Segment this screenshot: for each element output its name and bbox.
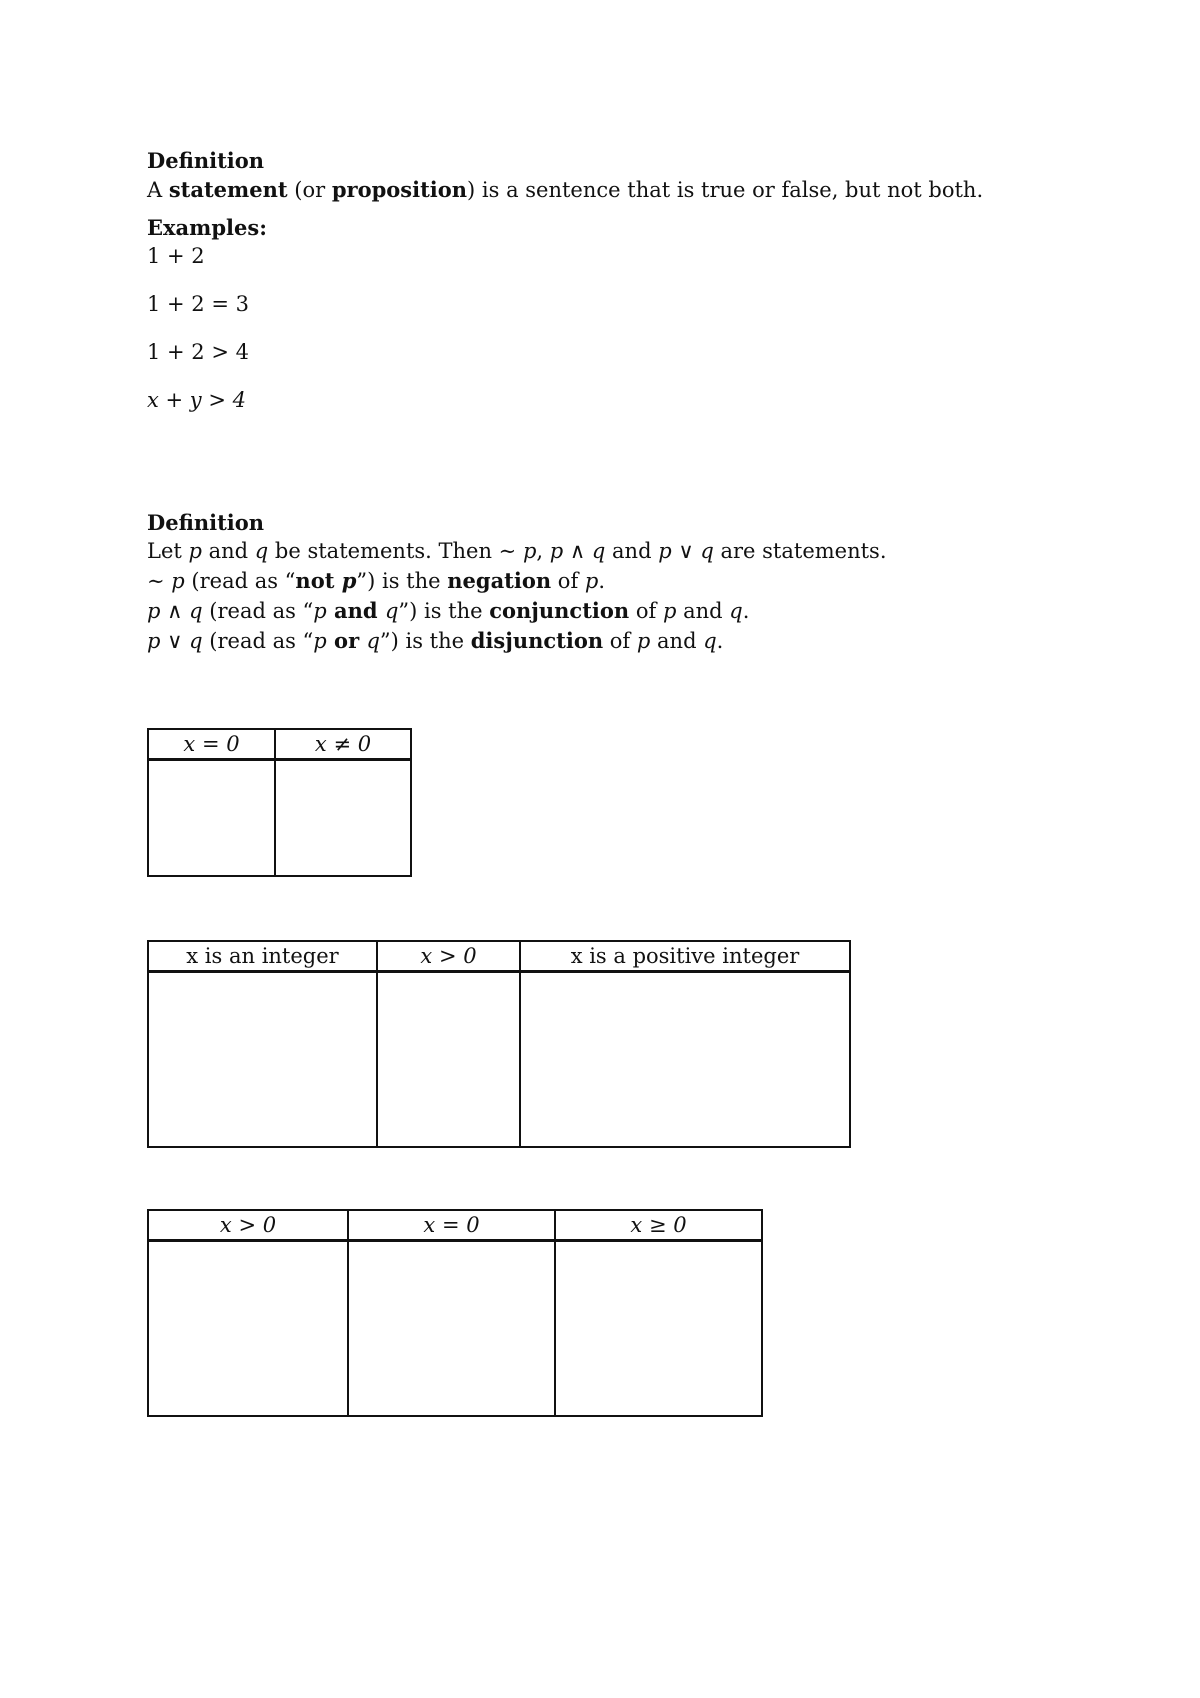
table-cell[interactable] [520,972,850,1148]
example-1: 1 + 2 [147,244,205,268]
table-x-zero [147,728,412,877]
text-run: are statements. [713,539,887,563]
text-run: ”) is the [398,599,490,623]
definition-statement [147,146,983,434]
text-run: , [536,539,550,563]
definition-line-disjunction [147,626,887,656]
text-run: A [147,178,169,202]
text-run: of [629,599,663,623]
table-cell[interactable] [148,972,377,1148]
text-run: . [716,629,724,653]
bold-and: and [326,598,385,623]
var-q: q [384,599,399,623]
table-cell[interactable] [348,1241,555,1417]
text-run: (read as “ [202,599,314,623]
definition-line-1 [147,537,887,566]
table-header-cell: x > 0 [377,941,520,972]
var-q: q [254,539,269,563]
text-run: and [201,539,255,563]
text-run: ∼ [147,569,172,593]
term-proposition: proposition [331,177,468,202]
var-p: p [584,569,599,593]
var-p: p [522,539,537,563]
table-row [148,760,411,877]
expr-disjunction: p ∨ q [658,539,714,563]
text-run: (read as “ [184,569,296,593]
var-q: q [366,629,380,653]
var-p: p [171,569,185,593]
table-header-cell: x > 0 [148,1210,348,1241]
term-conjunction: conjunction [489,598,630,623]
table-nonnegative [147,1209,763,1417]
definition-connectives [147,508,887,656]
text-run: be statements. Then ∼ [268,539,523,563]
text-run: of [551,569,585,593]
table-header-cell: x = 0 [348,1210,555,1241]
example-2: 1 + 2 = 3 [147,292,249,316]
table-integer [147,940,851,1148]
expr-conjunction: p ∧ q [147,599,203,623]
text-run: ”) is the [379,629,471,653]
text-run: ”) is the [356,569,448,593]
table-header-row [148,1210,762,1241]
var-q: q [729,599,743,623]
example-4: x + y > 4 [147,388,246,412]
table-cell[interactable] [275,760,411,877]
text-run: (or [287,178,332,202]
section-heading: Definition [147,510,265,535]
text-run: . [742,599,750,623]
bold-or: or [326,628,367,653]
text-run: (read as “ [202,629,314,653]
text-run: Let [147,539,189,563]
term-disjunction: disjunction [470,628,604,653]
var-p: p [313,629,327,653]
bold-not: not [295,568,342,593]
var-q: q [703,629,717,653]
table-header-row [148,941,850,972]
expr-conjunction: p ∧ q [549,539,606,563]
table-header-cell: x ≠ 0 [275,729,411,760]
table-header-cell: x is an integer [148,941,377,972]
examples-heading: Examples: [147,215,267,240]
text-run: . [598,569,606,593]
table-header-cell: x is a positive integer [520,941,850,972]
var-p: p [636,629,651,653]
section-heading: Definition [147,148,265,173]
term-negation: negation [447,568,552,593]
table-header-cell: x ≥ 0 [555,1210,762,1241]
text-run: and [676,599,730,623]
table-header-cell: x = 0 [148,729,275,760]
text-run: and [605,539,659,563]
table-header-row [148,729,411,760]
definition-line-negation [147,566,887,596]
table-cell[interactable] [377,972,520,1148]
table-cell[interactable] [555,1241,762,1417]
definition-text [147,175,983,205]
text-run: ) is a sentence that is true or false, but not both. [467,178,984,202]
text-run: and [650,629,704,653]
table-cell[interactable] [148,1241,348,1417]
var-p: p [341,568,357,593]
text-run: of [603,629,637,653]
var-p: p [188,539,202,563]
term-statement: statement [168,177,288,202]
var-p: p [662,599,677,623]
example-3: 1 + 2 > 4 [147,340,249,364]
definition-line-conjunction [147,596,887,626]
expr-disjunction: p ∨ q [147,629,203,653]
table-row [148,1241,762,1417]
table-row [148,972,850,1148]
var-p: p [313,599,327,623]
table-cell[interactable] [148,760,275,877]
